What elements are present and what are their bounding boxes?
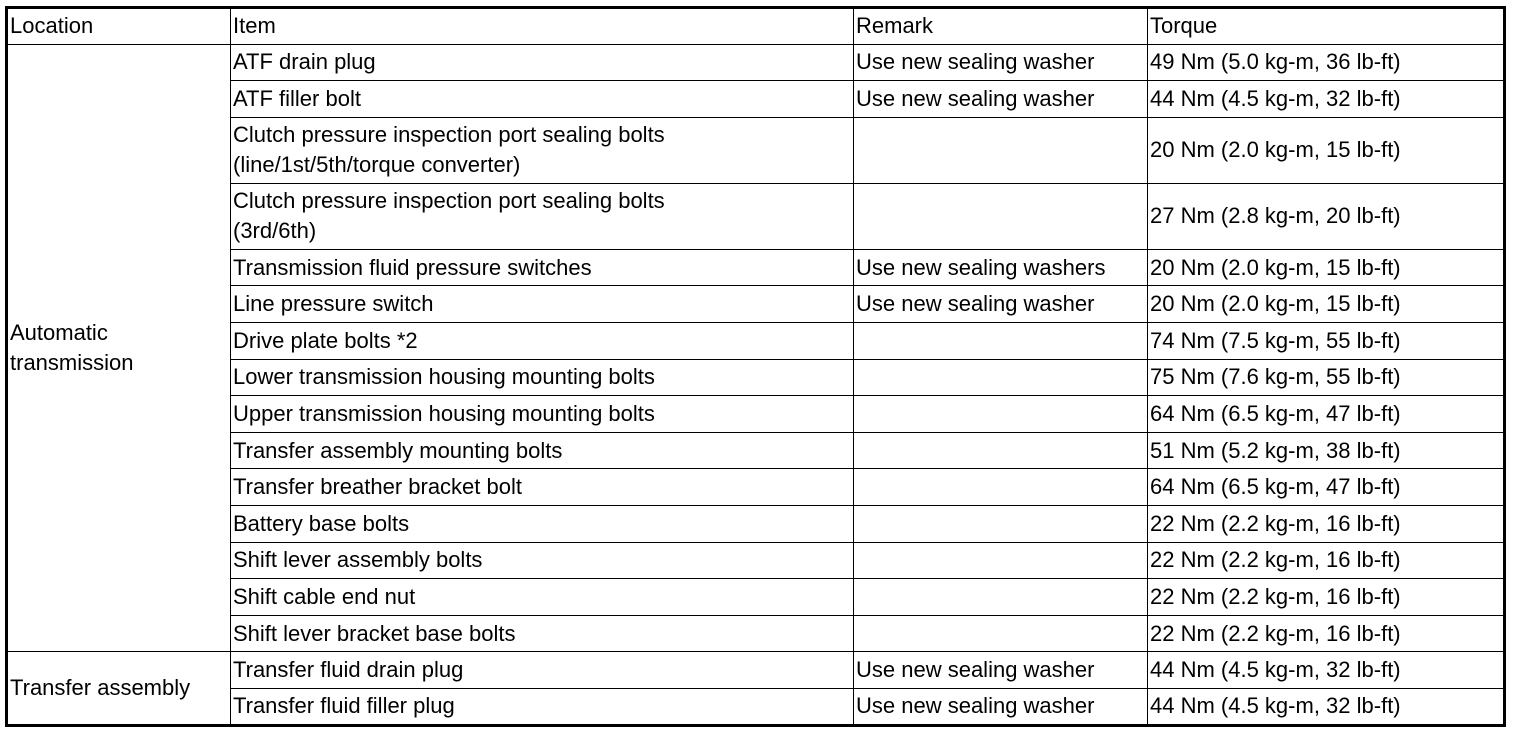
torque-cell: 64 Nm (6.5 kg-m, 47 lb-ft) xyxy=(1148,469,1505,506)
table-row xyxy=(7,505,1505,542)
table-row xyxy=(7,117,1505,183)
table-row xyxy=(7,432,1505,469)
table-row xyxy=(7,652,1505,689)
remark-cell: Use new sealing washer xyxy=(854,652,1148,689)
item-cell: Transmission fluid pressure switches xyxy=(231,249,854,286)
item-cell: Transfer assembly mounting bolts xyxy=(231,432,854,469)
header-location: Location xyxy=(7,8,231,45)
item-line: (3rd/6th) xyxy=(233,218,317,244)
table-row xyxy=(7,579,1505,616)
torque-cell: 44 Nm (4.5 kg-m, 32 lb-ft) xyxy=(1148,81,1505,118)
remark-cell xyxy=(854,183,1148,249)
torque-spec-table xyxy=(5,6,1506,727)
table-row xyxy=(7,322,1505,359)
torque-cell: 44 Nm (4.5 kg-m, 32 lb-ft) xyxy=(1148,652,1505,689)
torque-cell: 20 Nm (2.0 kg-m, 15 lb-ft) xyxy=(1148,117,1505,183)
torque-cell: 49 Nm (5.0 kg-m, 36 lb-ft) xyxy=(1148,44,1505,81)
item-cell: ATF filler bolt xyxy=(231,81,854,118)
torque-cell: 51 Nm (5.2 kg-m, 38 lb-ft) xyxy=(1148,432,1505,469)
item-line: (line/1st/5th/torque converter) xyxy=(233,152,521,178)
table-row xyxy=(7,359,1505,396)
remark-cell: Use new sealing washer xyxy=(854,81,1148,118)
table-row xyxy=(7,44,1505,81)
torque-cell: 22 Nm (2.2 kg-m, 16 lb-ft) xyxy=(1148,579,1505,616)
header-row xyxy=(7,8,1505,45)
remark-cell xyxy=(854,322,1148,359)
remark-cell: Use new sealing washer xyxy=(854,44,1148,81)
table-row xyxy=(7,183,1505,249)
item-cell: Line pressure switch xyxy=(231,286,854,323)
location-line: Automatic xyxy=(10,319,108,345)
header-remark: Remark xyxy=(854,8,1148,45)
location-line: transmission xyxy=(10,349,134,375)
item-line: Clutch pressure inspection port sealing bolts xyxy=(233,188,665,214)
table-row xyxy=(7,81,1505,118)
torque-cell: 74 Nm (7.5 kg-m, 55 lb-ft) xyxy=(1148,322,1505,359)
item-cell: Transfer breather bracket bolt xyxy=(231,469,854,506)
table-row xyxy=(7,396,1505,433)
item-cell: Shift lever bracket base bolts xyxy=(231,615,854,652)
torque-cell: 22 Nm (2.2 kg-m, 16 lb-ft) xyxy=(1148,505,1505,542)
item-line: Clutch pressure inspection port sealing bolts xyxy=(233,122,665,148)
torque-cell: 22 Nm (2.2 kg-m, 16 lb-ft) xyxy=(1148,615,1505,652)
remark-cell xyxy=(854,432,1148,469)
remark-cell xyxy=(854,469,1148,506)
table-row xyxy=(7,469,1505,506)
table-row xyxy=(7,688,1505,725)
torque-cell: 20 Nm (2.0 kg-m, 15 lb-ft) xyxy=(1148,249,1505,286)
torque-cell: 75 Nm (7.6 kg-m, 55 lb-ft) xyxy=(1148,359,1505,396)
item-cell: Transfer fluid filler plug xyxy=(231,688,854,725)
item-cell xyxy=(231,117,854,183)
location-automatic-transmission xyxy=(7,44,231,652)
item-cell: Shift cable end nut xyxy=(231,579,854,616)
item-cell: Battery base bolts xyxy=(231,505,854,542)
remark-cell: Use new sealing washer xyxy=(854,286,1148,323)
remark-cell xyxy=(854,579,1148,616)
table-row xyxy=(7,249,1505,286)
item-cell: Drive plate bolts *2 xyxy=(231,322,854,359)
remark-cell xyxy=(854,542,1148,579)
item-cell: Transfer fluid drain plug xyxy=(231,652,854,689)
item-cell: Shift lever assembly bolts xyxy=(231,542,854,579)
remark-cell: Use new sealing washers xyxy=(854,249,1148,286)
item-cell: Upper transmission housing mounting bolts xyxy=(231,396,854,433)
torque-cell: 20 Nm (2.0 kg-m, 15 lb-ft) xyxy=(1148,286,1505,323)
table-row xyxy=(7,542,1505,579)
remark-cell xyxy=(854,359,1148,396)
header-item: Item xyxy=(231,8,854,45)
torque-cell: 64 Nm (6.5 kg-m, 47 lb-ft) xyxy=(1148,396,1505,433)
item-cell: Lower transmission housing mounting bolts xyxy=(231,359,854,396)
torque-cell: 27 Nm (2.8 kg-m, 20 lb-ft) xyxy=(1148,183,1505,249)
torque-cell: 22 Nm (2.2 kg-m, 16 lb-ft) xyxy=(1148,542,1505,579)
remark-cell xyxy=(854,117,1148,183)
torque-cell: 44 Nm (4.5 kg-m, 32 lb-ft) xyxy=(1148,688,1505,725)
table-row xyxy=(7,615,1505,652)
table-row xyxy=(7,286,1505,323)
remark-cell xyxy=(854,396,1148,433)
item-cell: ATF drain plug xyxy=(231,44,854,81)
location-transfer-assembly: Transfer assembly xyxy=(7,652,231,725)
item-cell xyxy=(231,183,854,249)
torque-table-wrapper xyxy=(5,6,1506,727)
header-torque: Torque xyxy=(1148,8,1505,45)
remark-cell: Use new sealing washer xyxy=(854,688,1148,725)
remark-cell xyxy=(854,505,1148,542)
remark-cell xyxy=(854,615,1148,652)
